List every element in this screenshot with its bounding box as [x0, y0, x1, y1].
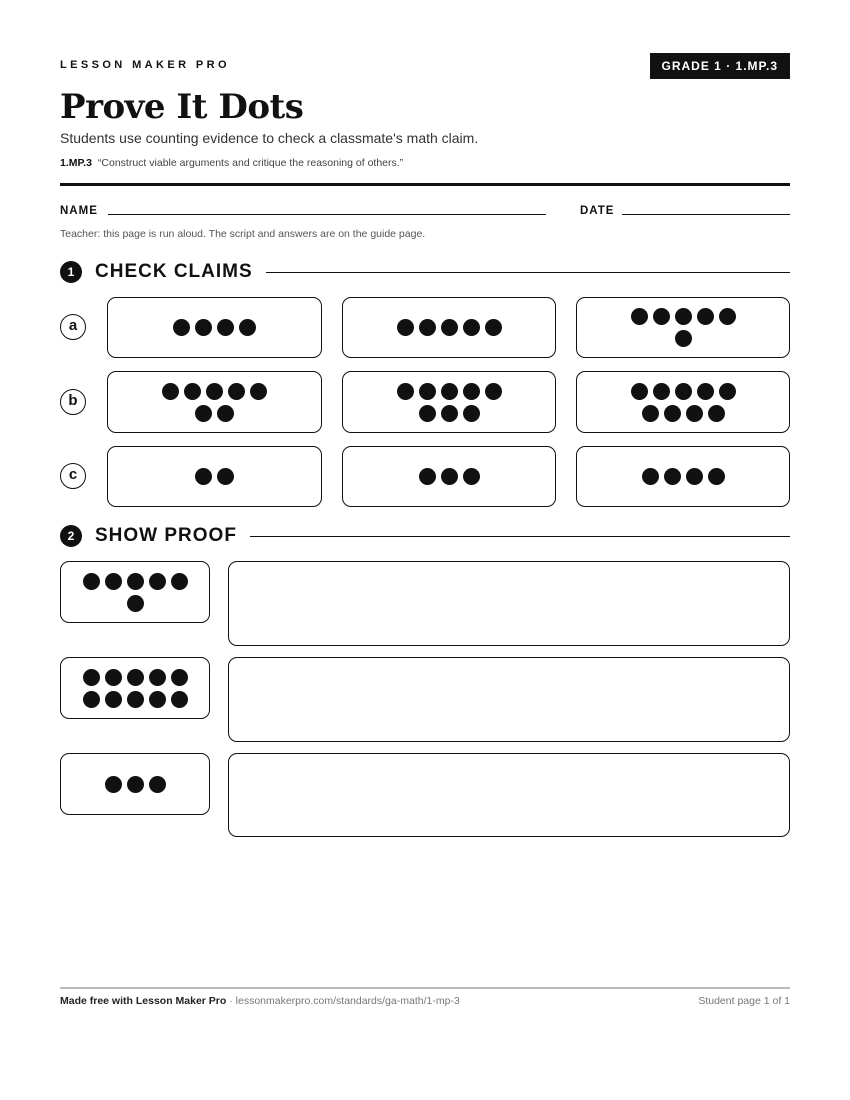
counting-dot [250, 383, 267, 400]
dot-row [397, 383, 502, 400]
section-title: SHOW PROOF [95, 525, 237, 546]
counting-dot [697, 308, 714, 325]
counting-dot [397, 319, 414, 336]
worksheet-page [60, 0, 790, 1100]
date-field[interactable] [622, 214, 790, 215]
counting-dot [463, 319, 480, 336]
counting-dot [653, 308, 670, 325]
counting-dot [441, 405, 458, 422]
dot-row [631, 383, 736, 400]
row-letter-a: a [60, 314, 86, 340]
dot-card-b1[interactable] [107, 371, 322, 433]
dot-row [162, 383, 267, 400]
proof-answer-box-3[interactable] [228, 753, 790, 837]
section-show-proof-header [60, 524, 790, 548]
counting-dot [217, 405, 234, 422]
counting-dot [419, 405, 436, 422]
counting-dot [664, 405, 681, 422]
name-field[interactable] [108, 214, 546, 215]
row-letter-b: b [60, 389, 86, 415]
dot-row [83, 573, 188, 590]
dot-row [195, 405, 234, 422]
counting-dot [485, 383, 502, 400]
proof-dot-card-3 [60, 753, 210, 815]
row-letter-c: c [60, 463, 86, 489]
dot-row [127, 595, 144, 612]
counting-dot [653, 383, 670, 400]
counting-dot [171, 573, 188, 590]
counting-dot [642, 405, 659, 422]
counting-dot [217, 468, 234, 485]
counting-dot [708, 468, 725, 485]
dot-row [173, 319, 256, 336]
counting-dot [228, 383, 245, 400]
counting-dot [184, 383, 201, 400]
counting-dot [149, 691, 166, 708]
dot-row [675, 330, 692, 347]
footer-page-number: Student page 1 of 1 [698, 995, 790, 1007]
counting-dot [173, 319, 190, 336]
standard-quote: “Construct viable arguments and critique the reasoning of others.” [97, 157, 404, 169]
counting-dot [171, 691, 188, 708]
counting-dot [463, 468, 480, 485]
counting-dot [686, 405, 703, 422]
header-divider [60, 183, 790, 186]
counting-dot [631, 308, 648, 325]
dot-card-a3[interactable] [576, 297, 790, 358]
counting-dot [217, 319, 234, 336]
counting-dot [195, 319, 212, 336]
dot-row [397, 319, 502, 336]
footer-credit [60, 995, 460, 1007]
counting-dot [697, 383, 714, 400]
footer-separator: · [226, 995, 236, 1007]
counting-dot [419, 468, 436, 485]
counting-dot [149, 669, 166, 686]
counting-dot [675, 330, 692, 347]
dot-card-c1[interactable] [107, 446, 322, 507]
counting-dot [441, 468, 458, 485]
dot-card-b3[interactable] [576, 371, 790, 433]
dot-card-c3[interactable] [576, 446, 790, 507]
section-divider [250, 536, 790, 537]
counting-dot [105, 669, 122, 686]
dot-row [105, 776, 166, 793]
counting-dot [127, 595, 144, 612]
section-number-badge: 2 [60, 525, 82, 547]
dot-row [83, 691, 188, 708]
dot-row [419, 468, 480, 485]
counting-dot [631, 383, 648, 400]
standard-line [60, 157, 403, 169]
date-label: DATE [580, 205, 615, 217]
counting-dot [419, 383, 436, 400]
counting-dot [686, 468, 703, 485]
dot-card-a2[interactable] [342, 297, 556, 358]
counting-dot [127, 573, 144, 590]
proof-answer-box-1[interactable] [228, 561, 790, 646]
dot-row [195, 468, 234, 485]
brand-name: LESSON MAKER PRO [60, 59, 230, 71]
counting-dot [719, 383, 736, 400]
counting-dot [485, 319, 502, 336]
counting-dot [419, 319, 436, 336]
footer-url[interactable]: lessonmakerpro.com/standards/ga-math/1-mp-3 [235, 995, 460, 1007]
dot-card-a1[interactable] [107, 297, 322, 358]
counting-dot [127, 691, 144, 708]
counting-dot [719, 308, 736, 325]
counting-dot [149, 573, 166, 590]
counting-dot [127, 776, 144, 793]
counting-dot [83, 573, 100, 590]
standard-code: 1.MP.3 [60, 157, 92, 169]
proof-dot-card-1 [60, 561, 210, 623]
name-label: NAME [60, 205, 98, 217]
counting-dot [83, 669, 100, 686]
footer-made-with: Made free with Lesson Maker Pro [60, 995, 227, 1007]
teacher-note: Teacher: this page is run aloud. The script and answers are on the guide page. [60, 228, 426, 240]
dot-row [642, 405, 725, 422]
dot-row [419, 405, 480, 422]
section-title: CHECK CLAIMS [95, 261, 253, 282]
section-check-claims-header [60, 260, 790, 284]
counting-dot [397, 383, 414, 400]
counting-dot [162, 383, 179, 400]
counting-dot [127, 669, 144, 686]
counting-dot [206, 383, 223, 400]
dot-row [83, 669, 188, 686]
grade-badge: GRADE 1 · 1.MP.3 [650, 53, 790, 79]
section-number-badge: 1 [60, 261, 82, 283]
dot-card-b2[interactable] [342, 371, 556, 433]
dot-row [631, 308, 736, 325]
counting-dot [642, 468, 659, 485]
counting-dot [239, 319, 256, 336]
counting-dot [83, 691, 100, 708]
page-title: Prove It Dots [60, 87, 304, 127]
footer-divider [60, 987, 790, 989]
counting-dot [171, 669, 188, 686]
counting-dot [675, 308, 692, 325]
page-subtitle: Students use counting evidence to check a classmate's math claim. [60, 130, 479, 146]
counting-dot [463, 383, 480, 400]
counting-dot [195, 468, 212, 485]
counting-dot [105, 776, 122, 793]
counting-dot [441, 383, 458, 400]
counting-dot [195, 405, 212, 422]
section-divider [266, 272, 790, 273]
counting-dot [149, 776, 166, 793]
counting-dot [105, 691, 122, 708]
proof-answer-box-2[interactable] [228, 657, 790, 742]
counting-dot [463, 405, 480, 422]
proof-dot-card-2 [60, 657, 210, 719]
counting-dot [675, 383, 692, 400]
counting-dot [105, 573, 122, 590]
counting-dot [664, 468, 681, 485]
dot-card-c2[interactable] [342, 446, 556, 507]
dot-row [642, 468, 725, 485]
counting-dot [441, 319, 458, 336]
counting-dot [708, 405, 725, 422]
